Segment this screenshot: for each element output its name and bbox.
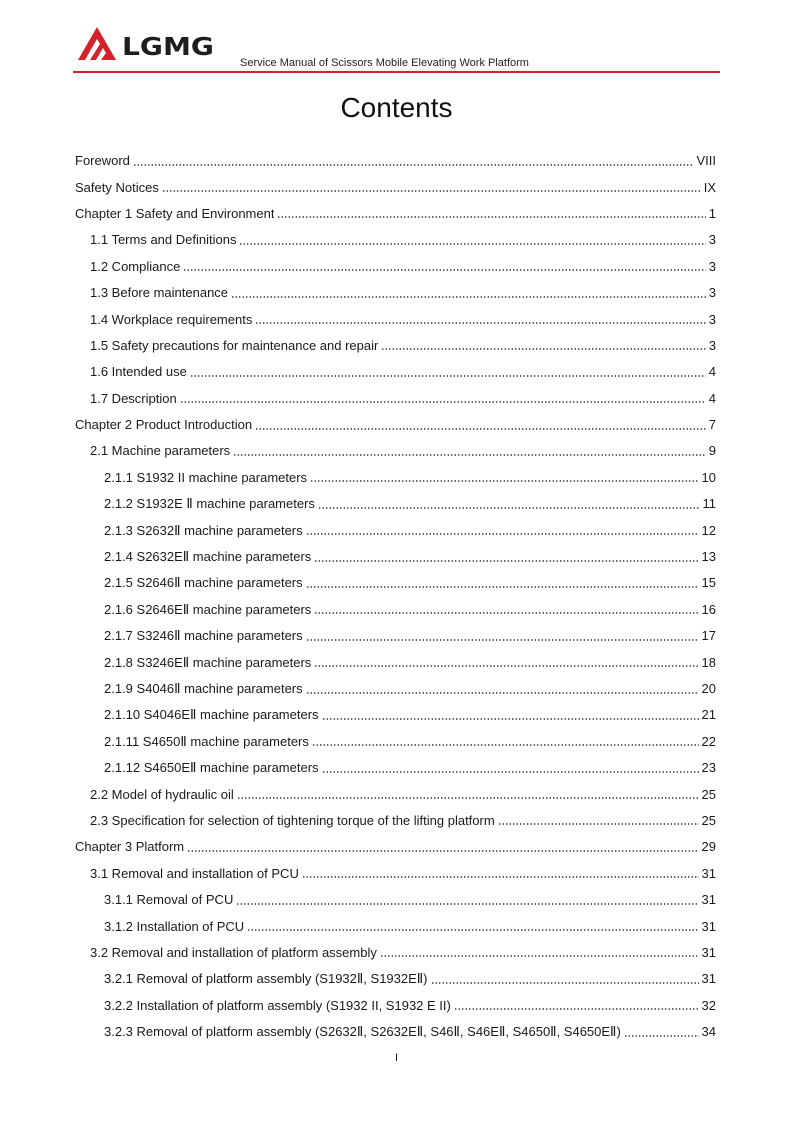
dot-leader — [381, 348, 705, 350]
toc-entry-page: 3 — [708, 337, 716, 353]
toc-entry-title: 2.1.7 S3246Ⅱ machine parameters — [104, 628, 303, 644]
toc-entry-page: 16 — [701, 601, 716, 617]
dot-leader — [306, 692, 699, 694]
toc-entry[interactable] — [75, 966, 716, 992]
toc-entry-title: 2.1.1 S1932 II machine parameters — [104, 469, 308, 485]
toc-entry-page: 31 — [701, 971, 716, 987]
toc-entry-title: Foreword — [75, 153, 130, 169]
dot-leader — [247, 929, 698, 931]
toc-entry-title: 2.3 Specification for selection of tightening torque of the lifting platform — [90, 812, 495, 828]
toc-entry[interactable] — [75, 386, 716, 412]
dot-leader — [306, 586, 699, 588]
toc-entry-title: 3.1.1 Removal of PCU — [104, 892, 234, 908]
toc-entry-page: 11 — [702, 496, 716, 512]
dot-leader — [133, 164, 694, 166]
toc-entry-page: 7 — [708, 417, 716, 433]
dot-leader — [314, 560, 698, 562]
dot-leader — [322, 771, 699, 773]
toc-entry-page: 32 — [701, 997, 716, 1013]
toc-entry-title: 1.5 Safety precautions for maintenance and repair — [90, 337, 379, 353]
toc-entry[interactable] — [75, 465, 716, 491]
toc-entry-page: 3 — [708, 285, 716, 301]
dot-leader — [380, 955, 699, 957]
toc-entry-page: 10 — [701, 469, 716, 485]
toc-entry[interactable] — [75, 597, 716, 623]
toc-entry[interactable] — [75, 729, 716, 755]
toc-entry[interactable] — [75, 861, 716, 887]
toc-entry-page: 1 — [708, 205, 716, 221]
dot-leader — [431, 982, 699, 984]
toc-entry[interactable] — [75, 623, 716, 649]
toc-entry-page: 3 — [708, 232, 716, 248]
toc-entry-page: 4 — [708, 390, 716, 406]
toc-entry-page: 34 — [701, 1024, 716, 1040]
toc-entry-title: 2.1.11 S4650Ⅱ machine parameters — [104, 733, 309, 749]
toc-entry-page: 3 — [708, 311, 716, 327]
dot-leader — [314, 665, 698, 667]
toc-entry-page: 22 — [701, 733, 716, 749]
toc-entry[interactable] — [75, 834, 716, 860]
toc-entry-page: 31 — [701, 944, 716, 960]
toc-entry-page: 31 — [701, 892, 716, 908]
toc-entry-page: VIII — [696, 153, 716, 169]
dot-leader — [236, 903, 698, 905]
dot-leader — [183, 269, 705, 271]
toc-entry[interactable] — [75, 702, 716, 728]
toc-entry[interactable] — [75, 306, 716, 332]
page-number: I — [394, 1052, 399, 1064]
toc-entry[interactable] — [75, 148, 716, 174]
toc-entry-title: 3.2.1 Removal of platform assembly (S1932Ⅱ, S1932EⅡ) — [104, 971, 428, 987]
dot-leader — [314, 612, 698, 614]
toc-entry[interactable] — [75, 570, 716, 596]
toc-entry[interactable] — [75, 438, 716, 464]
toc-entry-title: Chapter 1 Safety and Environment — [75, 205, 275, 221]
toc-entry[interactable] — [75, 359, 716, 385]
toc-entry-title: 2.1.5 S2646Ⅱ machine parameters — [104, 575, 303, 591]
toc-entry-page: 9 — [708, 443, 716, 459]
toc-entry-title: Chapter 2 Product Introduction — [75, 417, 253, 433]
dot-leader — [277, 216, 705, 218]
toc-entry[interactable] — [75, 517, 716, 543]
dot-leader — [310, 480, 698, 482]
dot-leader — [233, 454, 706, 456]
dot-leader — [312, 744, 699, 746]
toc-entry[interactable] — [75, 280, 716, 306]
toc-entry-page: 20 — [701, 681, 716, 696]
toc-entry-title: 1.4 Workplace requirements — [90, 311, 253, 327]
toc-entry-title: 3.2.2 Installation of platform assembly (S1932 II, S1932 E II) — [104, 997, 451, 1013]
toc-entry[interactable] — [75, 993, 716, 1019]
toc-entry-title: 3.2.3 Removal of platform assembly (S2632Ⅱ, S2632EⅡ, S46Ⅱ, S46EⅡ, S4650Ⅱ, S4650EⅡ) — [104, 1024, 621, 1040]
toc-entry-page: 23 — [701, 760, 716, 776]
toc-entry[interactable] — [75, 227, 716, 253]
toc-entry-page: 18 — [701, 654, 716, 670]
toc-entry-title: 1.2 Compliance — [90, 258, 181, 274]
dot-leader — [237, 797, 699, 799]
toc-entry-page: 17 — [701, 628, 716, 644]
toc-entry-title: 1.3 Before maintenance — [90, 285, 229, 301]
toc-entry[interactable] — [75, 676, 716, 702]
toc-entry-title: 3.2 Removal and installation of platform assembly — [90, 944, 377, 960]
toc-entry-title: 1.6 Intended use — [90, 364, 187, 380]
toc-entry-page: 31 — [701, 865, 716, 881]
toc-entry-page: 31 — [701, 918, 716, 934]
toc-entry-title: 2.1.3 S2632Ⅱ machine parameters — [104, 522, 303, 538]
toc-entry-title: 1.7 Description — [90, 390, 177, 406]
toc-entry[interactable] — [75, 913, 716, 939]
toc-entry[interactable] — [75, 412, 716, 438]
dot-leader — [302, 876, 699, 878]
dot-leader — [624, 1035, 699, 1037]
toc-entry-page: 15 — [701, 575, 716, 591]
header-rule — [73, 71, 720, 73]
toc-entry[interactable] — [75, 808, 716, 834]
toc-entry-page: 13 — [701, 549, 716, 565]
toc-entry-page: 4 — [708, 364, 716, 380]
lgmg-logo — [76, 26, 218, 62]
toc-entry-title: 2.1.12 S4650EⅡ machine parameters — [104, 760, 319, 776]
toc-entry-page: 3 — [708, 258, 716, 274]
dot-leader — [162, 190, 701, 192]
page-title: Contents — [340, 92, 453, 123]
dot-leader — [306, 533, 699, 535]
dot-leader — [239, 243, 705, 245]
toc-entry[interactable] — [75, 649, 716, 675]
toc-entry[interactable] — [75, 755, 716, 781]
dot-leader — [231, 296, 706, 298]
toc-entry-page: IX — [703, 179, 716, 195]
toc-entry-title: 2.2 Model of hydraulic oil — [90, 786, 234, 802]
toc-entry-title: 2.1.2 S1932E Ⅱ machine parameters — [104, 496, 315, 512]
toc-entry-title: 2.1 Machine parameters — [90, 443, 231, 459]
dot-leader — [454, 1008, 699, 1010]
dot-leader — [190, 375, 706, 377]
dot-leader — [180, 401, 706, 403]
toc-entry[interactable] — [75, 940, 716, 966]
toc-entry-title: 2.1.9 S4046Ⅱ machine parameters — [104, 681, 303, 696]
table-of-contents — [75, 148, 716, 1045]
toc-entry[interactable] — [75, 174, 716, 200]
manual-title: Service Manual of Scissors Mobile Elevating Work Platform — [240, 57, 529, 69]
toc-entry[interactable] — [75, 1019, 716, 1045]
dot-leader — [498, 823, 699, 825]
toc-entry-title: 3.1 Removal and installation of PCU — [90, 865, 299, 881]
toc-entry-page: 12 — [701, 522, 716, 538]
toc-entry-title: 1.1 Terms and Definitions — [90, 232, 237, 248]
toc-entry-page: 25 — [701, 786, 716, 802]
logo-wordmark: LGMG — [122, 32, 214, 61]
toc-entry-title: Safety Notices — [75, 179, 159, 195]
toc-entry[interactable] — [75, 333, 716, 359]
dot-leader — [187, 850, 698, 852]
toc-entry[interactable] — [75, 491, 716, 517]
toc-entry[interactable] — [75, 781, 716, 807]
toc-entry-title: 3.1.2 Installation of PCU — [104, 918, 245, 934]
toc-entry-page: 21 — [701, 707, 716, 723]
logo-mark-icon — [78, 27, 116, 60]
toc-entry-title: Chapter 3 Platform — [75, 839, 185, 855]
toc-entry[interactable] — [75, 201, 716, 227]
toc-entry-title: 2.1.10 S4046EⅡ machine parameters — [104, 707, 319, 723]
toc-entry-page: 29 — [701, 839, 716, 855]
dot-leader — [318, 507, 700, 509]
toc-entry-page: 25 — [701, 812, 716, 828]
toc-entry-title: 2.1.4 S2632EⅡ machine parameters — [104, 549, 312, 565]
dot-leader — [255, 322, 705, 324]
toc-entry-title: 2.1.6 S2646EⅡ machine parameters — [104, 601, 312, 617]
dot-leader — [322, 718, 699, 720]
toc-entry[interactable] — [75, 544, 716, 570]
toc-entry[interactable] — [75, 254, 716, 280]
dot-leader — [306, 639, 699, 641]
dot-leader — [255, 428, 706, 430]
toc-entry[interactable] — [75, 887, 716, 913]
toc-entry-title: 2.1.8 S3246EⅡ machine parameters — [104, 654, 312, 670]
